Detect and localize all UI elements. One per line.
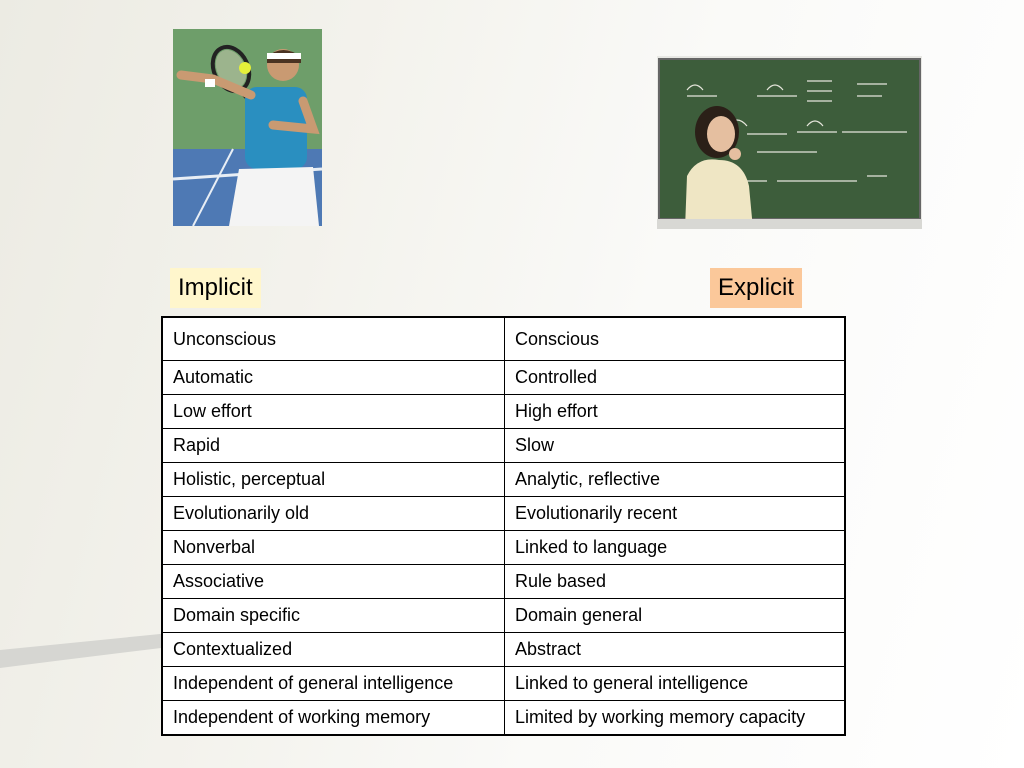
- table-row: [162, 701, 845, 736]
- implicit-cell: Contextualized: [162, 633, 505, 667]
- table-row: [162, 599, 845, 633]
- implicit-cell: Automatic: [162, 361, 505, 395]
- table-row: [162, 429, 845, 463]
- explicit-cell: Limited by working memory capacity: [505, 701, 846, 736]
- table-row: [162, 463, 845, 497]
- chalkboard-student-photo: [657, 56, 922, 229]
- explicit-cell: Rule based: [505, 565, 846, 599]
- tennis-player-photo: [173, 29, 322, 226]
- implicit-cell: Independent of working memory: [162, 701, 505, 736]
- explicit-cell: Linked to language: [505, 531, 846, 565]
- table-row: [162, 497, 845, 531]
- comparison-table-body: [162, 317, 845, 735]
- table-row: [162, 395, 845, 429]
- explicit-cell: Slow: [505, 429, 846, 463]
- explicit-cell: Domain general: [505, 599, 846, 633]
- explicit-cell: Evolutionarily recent: [505, 497, 846, 531]
- implicit-cell: Evolutionarily old: [162, 497, 505, 531]
- explicit-cell: Conscious: [505, 317, 846, 361]
- comparison-table: [161, 316, 846, 736]
- explicit-cell: Analytic, reflective: [505, 463, 846, 497]
- implicit-cell: Independent of general intelligence: [162, 667, 505, 701]
- implicit-cell: Unconscious: [162, 317, 505, 361]
- implicit-label: Implicit: [170, 268, 261, 308]
- implicit-cell: Domain specific: [162, 599, 505, 633]
- table-row: [162, 531, 845, 565]
- table-row: [162, 633, 845, 667]
- explicit-cell: High effort: [505, 395, 846, 429]
- table-row: [162, 361, 845, 395]
- implicit-cell: Rapid: [162, 429, 505, 463]
- explicit-cell: Abstract: [505, 633, 846, 667]
- explicit-label: Explicit: [710, 268, 802, 308]
- implicit-cell: Holistic, perceptual: [162, 463, 505, 497]
- explicit-cell: Controlled: [505, 361, 846, 395]
- implicit-cell: Low effort: [162, 395, 505, 429]
- implicit-cell: Nonverbal: [162, 531, 505, 565]
- table-row: [162, 317, 845, 361]
- table-row: [162, 667, 845, 701]
- implicit-cell: Associative: [162, 565, 505, 599]
- table-row: [162, 565, 845, 599]
- explicit-cell: Linked to general intelligence: [505, 667, 846, 701]
